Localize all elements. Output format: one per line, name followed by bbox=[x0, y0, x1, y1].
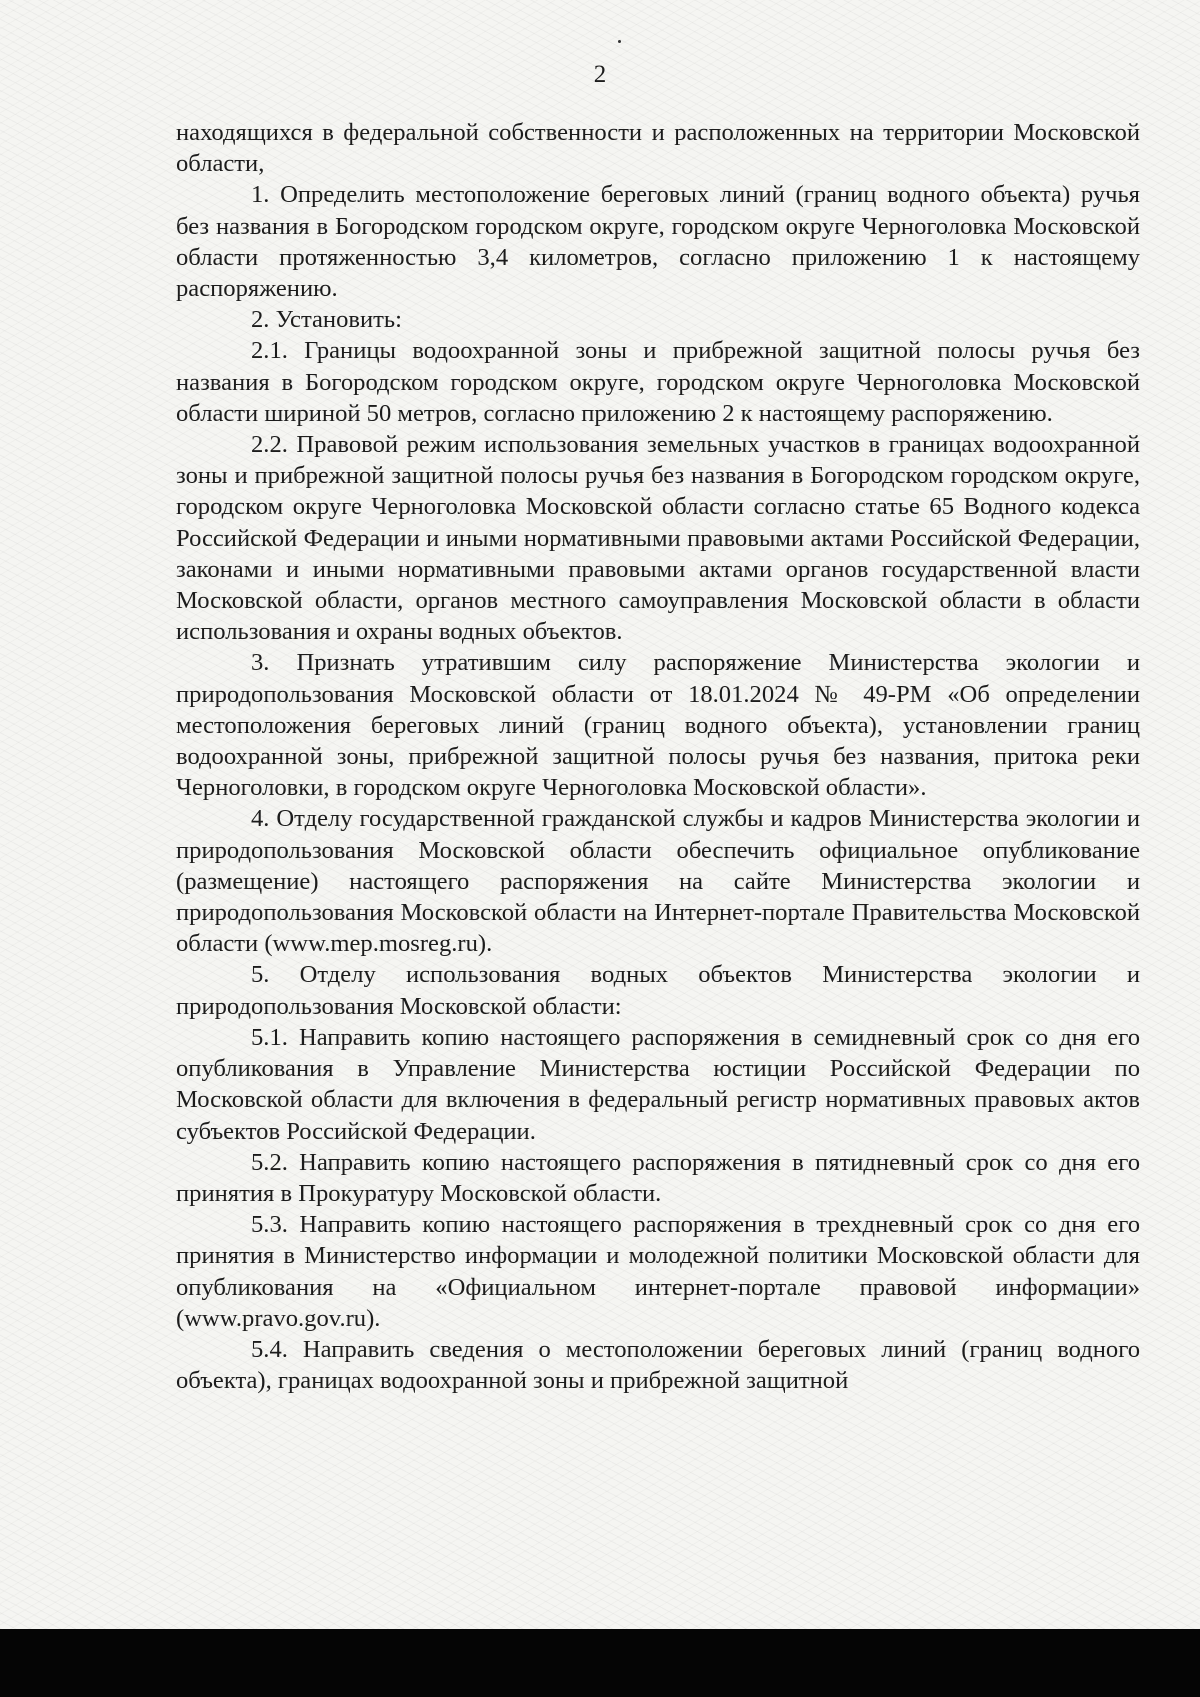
paragraph-item-3: 3. Признать утратившим силу распоряжение Министерства экологии и природопользования Московской области от 18.01.2024 № 49-РМ «Об определении местоположения береговых линий (границ водного объекта), установлении границ водоохранной зоны, прибрежной защитной полосы ручья без названия, притока реки Черноголовки, в городском округе Черноголовка Московской области». bbox=[176, 649, 1140, 802]
paragraph-item-2-2: 2.2. Правовой режим использования земельных участков в границах водоохранной зоны и прибрежной защитной полосы ручья без названия в Богородском городском округе, городском округе Черноголовка Московской области согласно статье 65 Водного кодекса Российской Федерации и иными нормативными правовыми актами Российской Федерации, законами и иными нормативными правовыми актами органов государственной власти Московской области, органов местного самоуправления Московской области в области использования и охраны водных объектов. bbox=[176, 431, 1140, 646]
page-number: 2 bbox=[593, 61, 607, 88]
scan-speck bbox=[618, 40, 621, 43]
paragraph-continuation: находящихся в федеральной собственности и расположенных на территории Московской области, bbox=[176, 119, 1140, 178]
paragraph-item-2: 2. Установить: bbox=[251, 306, 402, 334]
scan-bottom-border bbox=[0, 1629, 1200, 1697]
paragraph-item-2-1: 2.1. Границы водоохранной зоны и прибрежной защитной полосы ручья без названия в Богородском городском округе, городском округе Черноголовка Московской области шириной 50 метров, согласно приложению 2 к настоящему распоряжению. bbox=[176, 337, 1140, 427]
paragraph-item-5-2: 5.2. Направить копию настоящего распоряжения в пятидневный срок со дня его принятия в Прокуратуру Московской области. bbox=[176, 1148, 1140, 1207]
paragraph-item-1: 1. Определить местоположение береговых линий (границ водного объекта) ручья без названия в Богородском городском округе, городском округе Черноголовка Московской области протяженностью 3,4 километров, согласно приложению 1 к настоящему распоряжению. bbox=[176, 181, 1140, 303]
paragraph-item-5-3: 5.3. Направить копию настоящего распоряжения в трехдневный срок со дня его принятия в Министерство информации и молодежной политики Московской области для опубликования на «Официальном интернет-портале правовой информации» (www.pravo.gov.ru). bbox=[176, 1211, 1140, 1332]
paragraph-item-5-4: 5.4. Направить сведения о местоположении береговых линий (границ водного объекта), границах водоохранной зоны и прибрежной защитной bbox=[176, 1335, 1140, 1395]
paragraph-item-4: 4. Отделу государственной гражданской службы и кадров Министерства экологии и природопользования Московской области обеспечить официальное опубликование (размещение) настоящего распоряжения на сайте Министерства экологии и природопользования Московской области на Интернет-портале Правительства Московской области (www.mep.mosreg.ru). bbox=[176, 805, 1140, 958]
document-body bbox=[176, 117, 1140, 1396]
paragraph-item-5-1: 5.1. Направить копию настоящего распоряжения в семидневный срок со дня его опубликования в Управление Министерства юстиции Российской Федерации по Московской области для включения в федеральный регистр нормативных правовых актов субъектов Российской Федерации. bbox=[176, 1023, 1140, 1145]
paragraph-item-5: 5. Отделу использования водных объектов Министерства экологии и природопользования Московской области: bbox=[176, 961, 1140, 1020]
